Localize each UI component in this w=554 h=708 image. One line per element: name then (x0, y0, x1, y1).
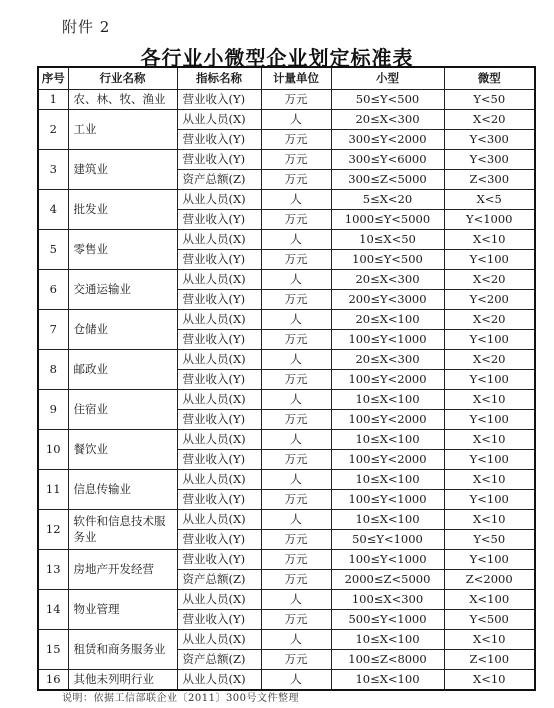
table-row (38, 390, 535, 410)
row-number: 1 (38, 90, 68, 110)
indicator-name: 营业收入(Y) (177, 330, 261, 350)
micro-threshold: Y<1000 (444, 210, 535, 230)
header-cell: 序号 (38, 67, 68, 90)
unit-cell: 万元 (261, 410, 331, 430)
micro-threshold: Y<300 (444, 130, 535, 150)
unit-cell: 万元 (261, 130, 331, 150)
header-cell: 行业名称 (68, 67, 177, 90)
row-number: 14 (38, 590, 68, 630)
small-threshold: 10≤X<100 (331, 470, 444, 490)
unit-cell: 万元 (261, 570, 331, 590)
industry-name: 批发业 (68, 190, 177, 230)
header-cell: 指标名称 (177, 67, 261, 90)
unit-cell: 万元 (261, 150, 331, 170)
micro-threshold: X<10 (444, 510, 535, 530)
small-threshold: 300≤Y<2000 (331, 130, 444, 150)
micro-threshold: Y<100 (444, 550, 535, 570)
row-number: 8 (38, 350, 68, 390)
industry-name: 餐饮业 (68, 430, 177, 470)
unit-cell: 万元 (261, 330, 331, 350)
small-threshold: 20≤X<300 (331, 110, 444, 130)
small-threshold: 500≤Y<1000 (331, 610, 444, 630)
row-number: 2 (38, 110, 68, 150)
row-number: 13 (38, 550, 68, 590)
indicator-name: 从业人员(X) (177, 390, 261, 410)
small-threshold: 200≤Y<3000 (331, 290, 444, 310)
row-number: 5 (38, 230, 68, 270)
micro-threshold: Y<100 (444, 450, 535, 470)
small-threshold: 10≤X<100 (331, 630, 444, 650)
micro-threshold: Y<50 (444, 530, 535, 550)
small-threshold: 10≤X<100 (331, 670, 444, 691)
unit-cell: 人 (261, 110, 331, 130)
indicator-name: 营业收入(Y) (177, 130, 261, 150)
indicator-name: 营业收入(Y) (177, 410, 261, 430)
indicator-name: 从业人员(X) (177, 630, 261, 650)
industry-name: 租赁和商务服务业 (68, 630, 177, 670)
indicator-name: 从业人员(X) (177, 270, 261, 290)
small-threshold: 100≤Y<1000 (331, 330, 444, 350)
table-row (38, 670, 535, 691)
micro-threshold: Y<50 (444, 90, 535, 110)
micro-threshold: X<100 (444, 590, 535, 610)
micro-threshold: Y<300 (444, 150, 535, 170)
indicator-name: 营业收入(Y) (177, 210, 261, 230)
unit-cell: 人 (261, 270, 331, 290)
micro-threshold: Z<2000 (444, 570, 535, 590)
indicator-name: 营业收入(Y) (177, 530, 261, 550)
industry-name: 信息传输业 (68, 470, 177, 510)
small-threshold: 2000≤Z<5000 (331, 570, 444, 590)
indicator-name: 从业人员(X) (177, 230, 261, 250)
micro-threshold: Y<100 (444, 490, 535, 510)
small-threshold: 10≤X<100 (331, 510, 444, 530)
small-threshold: 10≤X<50 (331, 230, 444, 250)
table-row (38, 630, 535, 650)
header-cell: 微型 (444, 67, 535, 90)
industry-name: 住宿业 (68, 390, 177, 430)
indicator-name: 营业收入(Y) (177, 90, 261, 110)
unit-cell: 人 (261, 510, 331, 530)
industry-name: 农、林、牧、渔业 (68, 90, 177, 110)
micro-threshold: X<10 (444, 470, 535, 490)
indicator-name: 营业收入(Y) (177, 550, 261, 570)
table-row (38, 90, 535, 110)
micro-threshold: X<5 (444, 190, 535, 210)
micro-threshold: X<20 (444, 310, 535, 330)
micro-threshold: Z<100 (444, 650, 535, 670)
small-threshold: 20≤X<300 (331, 350, 444, 370)
row-number: 7 (38, 310, 68, 350)
indicator-name: 营业收入(Y) (177, 490, 261, 510)
table-row (38, 230, 535, 250)
micro-threshold: X<10 (444, 390, 535, 410)
micro-threshold: Y<500 (444, 610, 535, 630)
unit-cell: 万元 (261, 290, 331, 310)
indicator-name: 从业人员(X) (177, 350, 261, 370)
industry-name: 其他未列明行业 (68, 670, 177, 691)
table-row (38, 550, 535, 570)
indicator-name: 营业收入(Y) (177, 150, 261, 170)
small-threshold: 100≤Y<2000 (331, 370, 444, 390)
unit-cell: 万元 (261, 450, 331, 470)
small-threshold: 10≤X<100 (331, 430, 444, 450)
micro-threshold: X<20 (444, 270, 535, 290)
industry-name: 建筑业 (68, 150, 177, 190)
indicator-name: 营业收入(Y) (177, 290, 261, 310)
small-threshold: 1000≤Y<5000 (331, 210, 444, 230)
small-threshold: 300≤Z<5000 (331, 170, 444, 190)
micro-threshold: Y<100 (444, 370, 535, 390)
micro-threshold: X<10 (444, 230, 535, 250)
row-number: 6 (38, 270, 68, 310)
header-cell: 计量单位 (261, 67, 331, 90)
indicator-name: 资产总额(Z) (177, 650, 261, 670)
row-number: 12 (38, 510, 68, 550)
standards-table (37, 66, 536, 691)
unit-cell: 万元 (261, 610, 331, 630)
row-number: 4 (38, 190, 68, 230)
small-threshold: 50≤Y<500 (331, 90, 444, 110)
header-cell: 小型 (331, 67, 444, 90)
row-number: 9 (38, 390, 68, 430)
unit-cell: 人 (261, 350, 331, 370)
micro-threshold: Y<100 (444, 330, 535, 350)
unit-cell: 万元 (261, 250, 331, 270)
industry-name: 工业 (68, 110, 177, 150)
unit-cell: 人 (261, 470, 331, 490)
indicator-name: 从业人员(X) (177, 470, 261, 490)
micro-threshold: X<10 (444, 670, 535, 691)
indicator-name: 从业人员(X) (177, 310, 261, 330)
footnote: 说明：依据工信部联企业〔2011〕300号文件整理 (62, 693, 300, 704)
unit-cell: 万元 (261, 490, 331, 510)
industry-name: 邮政业 (68, 350, 177, 390)
unit-cell: 人 (261, 190, 331, 210)
indicator-name: 从业人员(X) (177, 510, 261, 530)
micro-threshold: X<10 (444, 630, 535, 650)
small-threshold: 20≤X<100 (331, 310, 444, 330)
micro-threshold: Y<200 (444, 290, 535, 310)
unit-cell: 万元 (261, 210, 331, 230)
row-number: 16 (38, 670, 68, 691)
micro-threshold: X<20 (444, 110, 535, 130)
small-threshold: 10≤X<100 (331, 390, 444, 410)
small-threshold: 100≤Y<1000 (331, 490, 444, 510)
table-row (38, 110, 535, 130)
industry-name: 物业管理 (68, 590, 177, 630)
table-row (38, 510, 535, 530)
table-row (38, 430, 535, 450)
industry-name: 房地产开发经营 (68, 550, 177, 590)
unit-cell: 人 (261, 390, 331, 410)
page-title: 各行业小微型企业划定标准表 (140, 46, 414, 70)
attachment-label: 附件 2 (62, 18, 111, 36)
unit-cell: 万元 (261, 90, 331, 110)
micro-threshold: Z<300 (444, 170, 535, 190)
table-row (38, 190, 535, 210)
table-row (38, 270, 535, 290)
micro-threshold: X<20 (444, 350, 535, 370)
row-number: 11 (38, 470, 68, 510)
indicator-name: 营业收入(Y) (177, 370, 261, 390)
table-row (38, 350, 535, 370)
indicator-name: 资产总额(Z) (177, 170, 261, 190)
unit-cell: 人 (261, 310, 331, 330)
unit-cell: 万元 (261, 530, 331, 550)
small-threshold: 20≤X<300 (331, 270, 444, 290)
small-threshold: 100≤X<300 (331, 590, 444, 610)
unit-cell: 人 (261, 630, 331, 650)
industry-name: 交通运输业 (68, 270, 177, 310)
table-row (38, 590, 535, 610)
indicator-name: 从业人员(X) (177, 670, 261, 691)
micro-threshold: X<10 (444, 430, 535, 450)
row-number: 15 (38, 630, 68, 670)
industry-name: 仓储业 (68, 310, 177, 350)
indicator-name: 从业人员(X) (177, 190, 261, 210)
micro-threshold: Y<100 (444, 410, 535, 430)
unit-cell: 人 (261, 670, 331, 691)
unit-cell: 万元 (261, 170, 331, 190)
table-body (38, 90, 535, 691)
unit-cell: 万元 (261, 370, 331, 390)
table-header-row (38, 67, 535, 90)
small-threshold: 100≤Z<8000 (331, 650, 444, 670)
small-threshold: 50≤Y<1000 (331, 530, 444, 550)
indicator-name: 营业收入(Y) (177, 250, 261, 270)
small-threshold: 100≤Y<2000 (331, 410, 444, 430)
table-row (38, 150, 535, 170)
small-threshold: 300≤Y<6000 (331, 150, 444, 170)
row-number: 10 (38, 430, 68, 470)
small-threshold: 100≤Y<2000 (331, 450, 444, 470)
small-threshold: 100≤Y<500 (331, 250, 444, 270)
small-threshold: 5≤X<20 (331, 190, 444, 210)
unit-cell: 万元 (261, 650, 331, 670)
table-row (38, 470, 535, 490)
indicator-name: 资产总额(Z) (177, 570, 261, 590)
indicator-name: 从业人员(X) (177, 430, 261, 450)
unit-cell: 人 (261, 430, 331, 450)
small-threshold: 100≤Y<1000 (331, 550, 444, 570)
industry-name: 软件和信息技术服务业 (68, 510, 177, 550)
micro-threshold: Y<100 (444, 250, 535, 270)
indicator-name: 营业收入(Y) (177, 450, 261, 470)
row-number: 3 (38, 150, 68, 190)
unit-cell: 人 (261, 590, 331, 610)
unit-cell: 人 (261, 230, 331, 250)
industry-name: 零售业 (68, 230, 177, 270)
indicator-name: 从业人员(X) (177, 590, 261, 610)
indicator-name: 营业收入(Y) (177, 610, 261, 630)
unit-cell: 万元 (261, 550, 331, 570)
indicator-name: 从业人员(X) (177, 110, 261, 130)
table-row (38, 310, 535, 330)
